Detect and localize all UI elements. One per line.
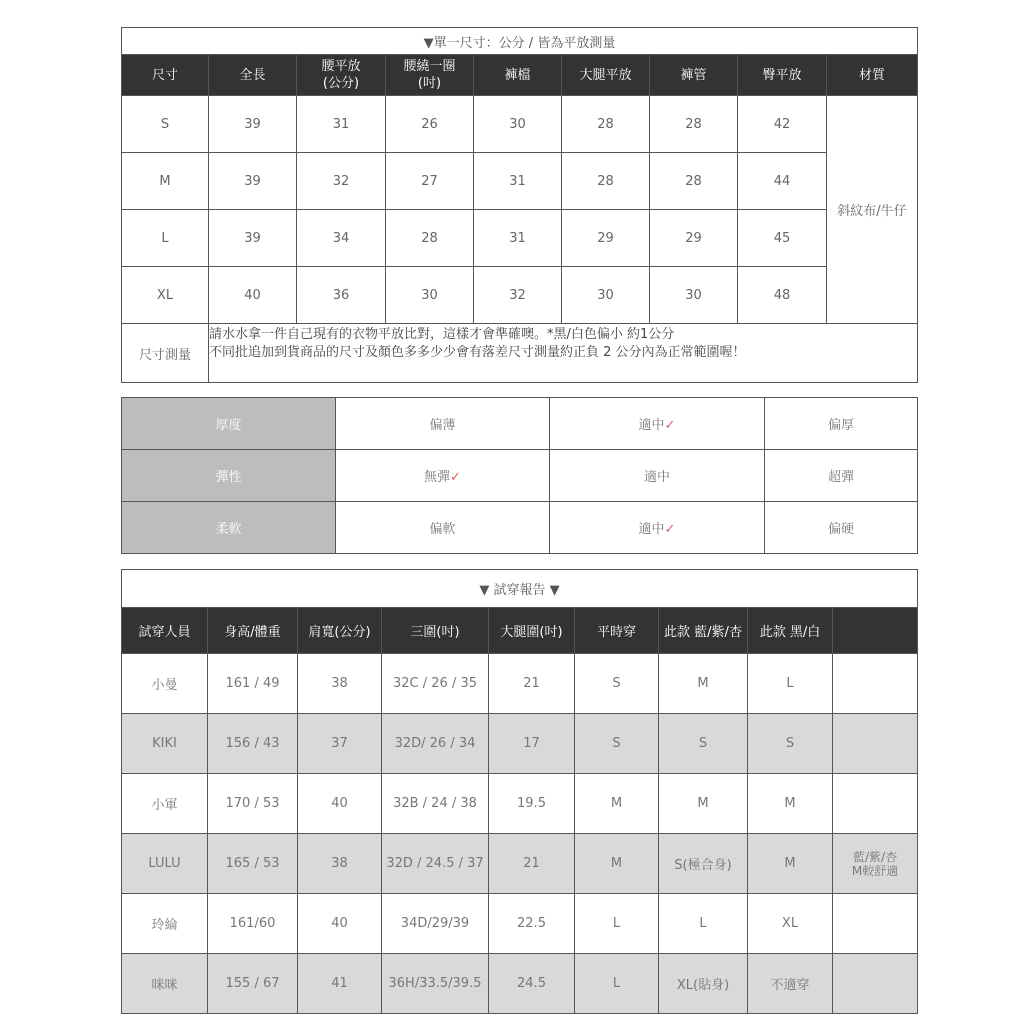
trial-cell: 32D/ 26 / 34 xyxy=(382,714,489,774)
trial-cell: 40 xyxy=(298,774,382,834)
size-cell: 28 xyxy=(562,153,650,210)
size-cell: 36 xyxy=(297,267,386,324)
trial-header-row xyxy=(122,608,918,654)
trial-cell: 37 xyxy=(298,714,382,774)
fabric-feel-table xyxy=(121,397,918,554)
trial-cell: 34D/29/39 xyxy=(382,894,489,954)
size-cell: L xyxy=(122,210,209,267)
measure-note-line-1: 請水水拿一件自己現有的衣物平放比對，這樣才會準確噢。*黑/白色偏小 約1公分 xyxy=(209,327,675,342)
size-row xyxy=(122,153,918,210)
feel-option: 適中 xyxy=(550,450,765,502)
trial-cell: M xyxy=(748,774,833,834)
size-cell: 45 xyxy=(738,210,827,267)
size-cell: 31 xyxy=(474,153,562,210)
trial-cell: 22.5 xyxy=(489,894,575,954)
feel-option: 偏軟 xyxy=(336,502,550,554)
feel-option: 偏薄 xyxy=(336,398,550,450)
trial-cell: S xyxy=(575,654,659,714)
trial-cell: 21 xyxy=(489,654,575,714)
trial-cell: 41 xyxy=(298,954,382,1014)
size-cell: 39 xyxy=(209,210,297,267)
trial-cell: S xyxy=(748,714,833,774)
size-cell: 34 xyxy=(297,210,386,267)
feel-option: 無彈✓ xyxy=(336,450,550,502)
size-cell: 28 xyxy=(650,153,738,210)
trial-cell: S xyxy=(575,714,659,774)
check-icon: ✓ xyxy=(450,470,461,485)
trial-table-title: ▼ 試穿報告 ▼ xyxy=(122,570,918,608)
trial-cell: 32B / 24 / 38 xyxy=(382,774,489,834)
size-cell: 26 xyxy=(386,96,474,153)
trial-cell: L xyxy=(748,654,833,714)
trial-cell: 40 xyxy=(298,894,382,954)
header-size: 尺寸 xyxy=(122,55,209,96)
feel-option: 適中✓ xyxy=(550,502,765,554)
trial-row xyxy=(122,714,918,774)
trial-cell: 21 xyxy=(489,834,575,894)
size-table-title: ▼單一尺寸：公分 / 皆為平放測量 xyxy=(122,28,918,55)
trial-cell: 161/60 xyxy=(208,894,298,954)
trial-cell: 小曼 xyxy=(122,654,208,714)
size-row xyxy=(122,96,918,153)
trial-cell: M xyxy=(659,774,748,834)
trial-cell: 38 xyxy=(298,654,382,714)
trial-cell: 38 xyxy=(298,834,382,894)
header-length: 全長 xyxy=(209,55,297,96)
trial-cell: 36H/33.5/39.5 xyxy=(382,954,489,1014)
trial-row xyxy=(122,954,918,1014)
size-cell: 31 xyxy=(474,210,562,267)
trial-cell: 玲綸 xyxy=(122,894,208,954)
trial-cell: 170 / 53 xyxy=(208,774,298,834)
header-measurements: 三圍(吋) xyxy=(382,608,489,654)
size-table-header-row xyxy=(122,55,918,96)
trial-cell: 156 / 43 xyxy=(208,714,298,774)
trial-note xyxy=(833,774,918,834)
size-cell: 39 xyxy=(209,153,297,210)
feel-row-softness xyxy=(122,502,918,554)
feel-row-thickness xyxy=(122,398,918,450)
feel-option: 適中✓ xyxy=(550,398,765,450)
check-icon: ✓ xyxy=(664,522,676,537)
trial-row xyxy=(122,894,918,954)
trial-cell: KIKI xyxy=(122,714,208,774)
size-cell: 40 xyxy=(209,267,297,324)
feel-option: 超彈 xyxy=(765,450,918,502)
size-row xyxy=(122,267,918,324)
size-cell: M xyxy=(122,153,209,210)
trial-cell: 165 / 53 xyxy=(208,834,298,894)
size-cell: 28 xyxy=(562,96,650,153)
size-cell: XL xyxy=(122,267,209,324)
size-cell: 32 xyxy=(297,153,386,210)
trial-cell: 小軍 xyxy=(122,774,208,834)
trial-note xyxy=(833,714,918,774)
header-material: 材質 xyxy=(827,55,918,96)
trial-row xyxy=(122,834,918,894)
header-shoulder: 肩寬(公分) xyxy=(298,608,382,654)
trial-cell: M xyxy=(575,834,659,894)
size-cell: 44 xyxy=(738,153,827,210)
feel-label: 柔軟 xyxy=(122,502,336,554)
header-thigh: 大腿平放 xyxy=(562,55,650,96)
size-cell: S xyxy=(122,96,209,153)
trial-cell: 19.5 xyxy=(489,774,575,834)
trial-cell: S(極合身) xyxy=(659,834,748,894)
header-leg-opening: 褲管 xyxy=(650,55,738,96)
trial-note xyxy=(833,954,918,1014)
header-thigh: 大腿圍(吋) xyxy=(489,608,575,654)
header-tester: 試穿人員 xyxy=(122,608,208,654)
trial-note: 藍/紫/杏 M較舒適 xyxy=(833,834,918,894)
trial-cell: 155 / 67 xyxy=(208,954,298,1014)
size-cell: 29 xyxy=(562,210,650,267)
trial-cell: L xyxy=(575,954,659,1014)
header-black-white: 此款 黑/白 xyxy=(748,608,833,654)
feel-label: 彈性 xyxy=(122,450,336,502)
header-usual-size: 平時穿 xyxy=(575,608,659,654)
trial-cell: XL xyxy=(748,894,833,954)
trial-cell: S xyxy=(659,714,748,774)
trial-note xyxy=(833,894,918,954)
header-waist-round: 腰繞一圈 (吋) xyxy=(386,55,474,96)
size-cell: 27 xyxy=(386,153,474,210)
check-icon: ✓ xyxy=(664,418,676,433)
size-cell: 30 xyxy=(562,267,650,324)
header-height-weight: 身高/體重 xyxy=(208,608,298,654)
material-cell: 斜紋布/牛仔 xyxy=(827,96,918,324)
size-cell: 48 xyxy=(738,267,827,324)
trial-cell: 161 / 49 xyxy=(208,654,298,714)
size-cell: 31 xyxy=(297,96,386,153)
size-cell: 42 xyxy=(738,96,827,153)
trial-cell: LULU xyxy=(122,834,208,894)
size-cell: 30 xyxy=(386,267,474,324)
size-cell: 32 xyxy=(474,267,562,324)
trial-row xyxy=(122,654,918,714)
header-hip: 臀平放 xyxy=(738,55,827,96)
size-table xyxy=(121,27,918,383)
measure-note-line-2: 不同批追加到貨商品的尺寸及顏色多多少少會有落差尺寸測量約正負 2 公分內為正常範圍喔！ xyxy=(209,345,746,360)
header-rise: 褲檔 xyxy=(474,55,562,96)
size-row xyxy=(122,210,918,267)
trial-cell: 17 xyxy=(489,714,575,774)
trial-cell: L xyxy=(659,894,748,954)
trial-cell: 32D / 24.5 / 37 xyxy=(382,834,489,894)
size-cell: 29 xyxy=(650,210,738,267)
trial-cell: M xyxy=(659,654,748,714)
size-cell: 28 xyxy=(386,210,474,267)
size-cell: 39 xyxy=(209,96,297,153)
header-waist-flat: 腰平放 (公分) xyxy=(297,55,386,96)
trial-cell: M xyxy=(748,834,833,894)
feel-label: 厚度 xyxy=(122,398,336,450)
feel-option: 偏厚 xyxy=(765,398,918,450)
size-cell: 30 xyxy=(474,96,562,153)
header-blue-purple-apricot: 此款 藍/紫/杏 xyxy=(659,608,748,654)
trial-report-table xyxy=(121,569,918,1014)
feel-option: 偏硬 xyxy=(765,502,918,554)
measure-label: 尺寸測量 xyxy=(122,324,209,383)
trial-note xyxy=(833,654,918,714)
size-cell: 30 xyxy=(650,267,738,324)
header-note xyxy=(833,608,918,654)
measure-note xyxy=(209,324,918,383)
trial-cell: L xyxy=(575,894,659,954)
trial-cell: 24.5 xyxy=(489,954,575,1014)
measure-row xyxy=(122,324,918,383)
trial-cell: 不適穿 xyxy=(748,954,833,1014)
trial-cell: 32C / 26 / 35 xyxy=(382,654,489,714)
trial-cell: XL(貼身) xyxy=(659,954,748,1014)
trial-row xyxy=(122,774,918,834)
size-cell: 28 xyxy=(650,96,738,153)
trial-cell: M xyxy=(575,774,659,834)
feel-row-elasticity xyxy=(122,450,918,502)
trial-cell: 咪咪 xyxy=(122,954,208,1014)
